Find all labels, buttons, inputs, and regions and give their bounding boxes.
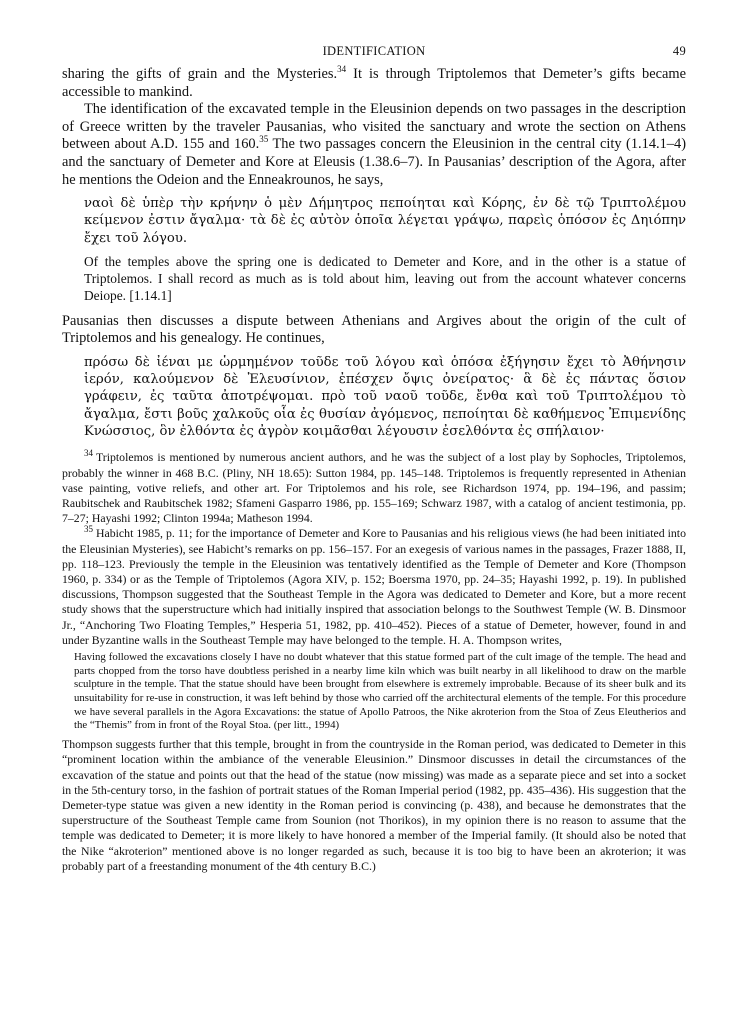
translation-1: Of the temples above the spring one is dedicated to Demeter and Kore, and in the other is a statue of Triptolemos. I shall record as much as is told about him, leaving out from the account whatever concerns Deiope. [1.14.1] xyxy=(84,254,686,304)
footnote-34-marker: 34 xyxy=(84,448,93,459)
running-header xyxy=(62,44,686,66)
page-number: 49 xyxy=(672,44,686,58)
paragraph-3: Pausanias then discusses a dispute between Athenians and Argives about the origin of the cult of Triptolemos and his genealogy. He continues, xyxy=(62,312,686,347)
footnote-35-text: Habicht 1985, p. 11; for the importance of Demeter and Kore to Pausanias and his religious views (he had been initiated into the Eleusinian Mysteries), see Habicht’s remarks on pp. 156–157. For an exegesis of various names in the passages, Frazer 1888, II, pp. 118–123. Previously the temple in the Eleusinion was tentatively identified as the Temple of Demeter and Kore (Thompson 1960, p. 334) or as the Temple of Triptolemos (Agora XIV, p. 152; Boersma 1970, pp. 24–35; Hayashi 1992, p. 19). In published discussions, Thompson suggested that the Southeast Temple in the Agora was dedicated to Demeter and Kore, but a more recent study shows that the superstructure which had initially inspired that association belongs to the Southwest Temple (W. B. Dinsmoor Jr., “Anchoring Two Floating Temples,” Hesperia 51, 1982, pp. 410–452). Pieces of a statue of Demeter, however, found in and under Byzantine walls in the Southeast Temple may have belonged to the temple. H. A. Thompson writes, xyxy=(62,526,686,647)
page xyxy=(62,44,686,874)
paragraph-1 xyxy=(62,66,686,101)
p2-lead: The identification of the excavated temple in the Eleusinion depends on two passages in the description of Greece written by the traveler Pausanias, who visited the sanctuary and wrote the section on Athens between about A.D. 155 and 160. xyxy=(62,101,686,153)
footnote-34 xyxy=(62,450,686,526)
running-title: IDENTIFICATION xyxy=(322,44,426,58)
footnote-35-continuation: Thompson suggests further that this temple, brought in from the countryside in the Roman period, was dedicated to Demeter in this “prominent location within the ambiance of the venerable Eleusinion.” Dinsmoor discusses in detail the circumstances of the excavation of the statue and points out that the head of the statue (now missing) was made as a separate piece and set into a socket in the 5th-century torso, in the fashion of portrait statues of the Roman Imperial period (1982, pp. 435–436). His suggestion that the Demeter-type statue was given a new identity in the Roman period is convincing (p. 438), and because he demonstrates that the superstructure of the Southeast Temple came from Sounion (not Thorikos), in my opinion there is no reason to assume that the temple was dedicated to Demeter; it is more likely to have honored a member of the Imperial family. (It should also be noted that the Nike “akroterion” mentioned above is no longer regarded as such, because it is too big to have been an akroterion; it was probably part of a freestanding monument of the 4th century B.C.) xyxy=(62,737,686,873)
thompson-quote: Having followed the excavations closely I have no doubt whatever that this statue formed part of the cult image of the temple. The head and parts chopped from the torso have doubtless perished in a nearby lime kiln which was built nearby in all likelihood to draw on the marble sculpture in the temple. That the statue should have been brought from elsewhere is extremely improbable. Because of its sheer bulk and its unsuitability for re-use in construction, it was left behind by those who carried off the architectural elements of the temple. For this procedure we have several parallels in the Agora Excavations: the statue of Apollo Patroos, the Nike akroterion from the Stoa of Zeus Eleutherios and the “Themis” from in front of the Royal Stoa. (per litt., 1994) xyxy=(74,650,686,732)
p2-tail: The two passages concern the Eleusinion in the central city (1.14.1–4) and the sanctuary of Demeter and Kore at Eleusis (1.38.6–7). In Pausanias’ description of the Agora, after he mentions the Odeion and the Enneakrounos, he says, xyxy=(62,136,686,188)
footnote-35 xyxy=(62,526,686,648)
footnotes xyxy=(62,450,686,874)
paragraph-2 xyxy=(62,101,686,189)
main-text xyxy=(62,66,686,440)
footnote-35-marker: 35 xyxy=(84,524,93,535)
greek-quotation-2: πρόσω δὲ ἰέναι με ὡρμημένον τοῦδε τοῦ λόγου καὶ ὁπόσα ἐξήγησιν ἔχει τὸ Ἀθήνησιν ἱερόν, καλούμενον δὲ Ἐλευσίνιον, ἐπέσχεν ὄψις ὀνείρατος· ἃ δὲ ἐς πάντας ὅσιον γράφειν, ἐς ταῦτα ἀποτρέψομαι. πρὸ τοῦ ναοῦ τοῦδε, ἔνθα καὶ τοῦ Τριπτολέμου τὸ ἄγαλμα, ἔστι βοῦς χαλκοῦς οἷα ἐς θυσίαν ἀγόμενος, πεποίηται δὲ καθήμενος Ἐπιμενίδης Κνώσσιος, ὃν ἐλθόντα ἐς ἀγρὸν κοιμᾶσθαι λέγουσιν ἐσελθόντα ἐς σπήλαιον· xyxy=(84,354,686,440)
footnote-34-text: Triptolemos is mentioned by numerous ancient authors, and he was the subject of a lost play by Sophocles, Triptolemos, probably the winner in 468 B.C. (Pliny, NH 18.65): Sutton 1984, pp. 145–148. Triptolemos is frequently represented in Athenian vase painting, votive reliefs, and other art. For Triptolemos and his role, see Richardson 1974, pp. 194–196, and passim; Raubitschek and Raubitschek 1982; Sfameni Gasparro 1986, pp. 155–169; Schwarz 1987, with a catalog of ancient testimonia, pp. 7–27; Hayashi 1992; Clinton 1994a; Matheson 1994. xyxy=(62,450,686,526)
footnote-ref-35[interactable]: 35 xyxy=(259,134,269,145)
p1-tail: It is through Triptolemos that Demeter’s gifts became accessible to mankind. xyxy=(62,66,686,100)
footnote-ref-34[interactable]: 34 xyxy=(337,64,347,75)
greek-quotation-1: ναοὶ δὲ ὑπὲρ τὴν κρήνην ὁ μὲν Δήμητρος πεποίηται καὶ Κόρης, ἐν δὲ τῷ Τριπτολέμου κείμενον ἐστιν ἄγαλμα· τὰ δὲ ἐς αὐτὸν ὁποῖα λέγεται γράψω, παρεὶς ὁπόσον ἐς Δηιόπην ἔχει τοῦ λόγου. xyxy=(84,196,686,246)
p1-lead: sharing the gifts of grain and the Mysteries. xyxy=(62,66,338,82)
